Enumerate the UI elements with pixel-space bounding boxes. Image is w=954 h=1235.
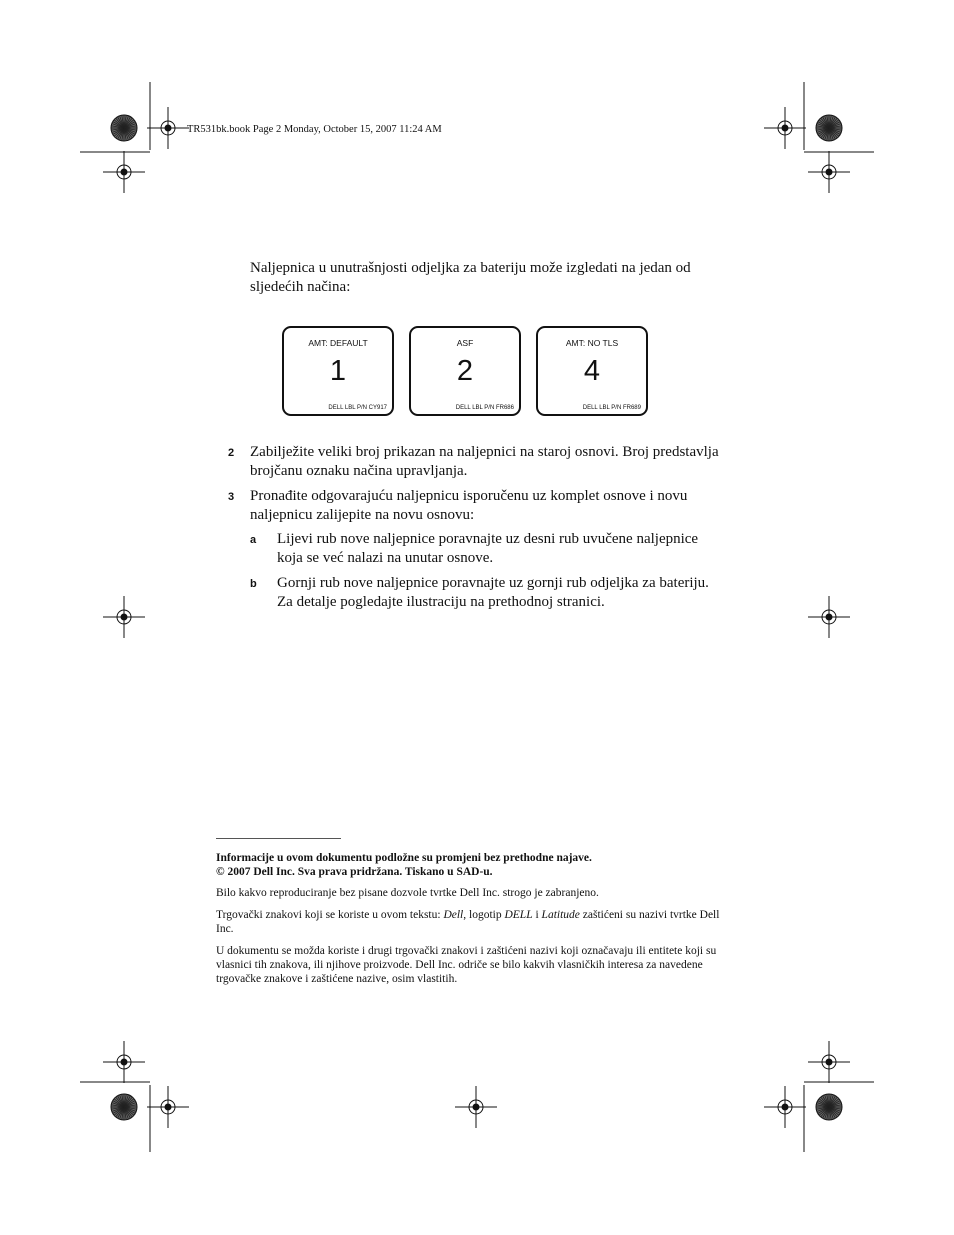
other-trademarks-notice: U dokumentu se možda koriste i drugi trgovački znakovi i zaštićeni nazivi koji označavaju ili entitete koji su vlasnici tih znakova, ili njihove proizvode. Dell Inc. odriče se bilo kakvih vlasničkih interesa za navedene trgovačke znakove i zaštićene nazive, osim vlastitih. [216,945,717,985]
trademark-text: Trgovački znakovi koji se koriste u ovom tekstu: [216,909,444,921]
trademark-notice [216,908,721,936]
step-number: 2 [228,447,235,459]
label-title: AMT: NO TLS [565,338,619,348]
label-number: 2 [456,355,474,387]
label-part-number: DELL LBL P/N CY917 [328,405,387,411]
trademark-text: i [532,909,542,921]
reproduction-notice: Bilo kakvo reproduciranje bez pisane dozvole tvrtke Dell Inc. strogo je zabranjeno. [216,887,599,899]
notice-line: Informacije u ovom dokumentu podložne su promjeni bez prethodne najave. [216,852,592,864]
label-number: 1 [329,355,347,387]
label-card-4 [536,326,648,416]
label-part-number: DELL LBL P/N FR689 [582,405,641,411]
trademark-text: , logotip [463,909,505,921]
copyright-line: © 2007 Dell Inc. Sva prava pridržana. Tiskano u SAD-u. [216,866,493,878]
label-title: AMT: DEFAULT [308,338,368,348]
label-card-2 [409,326,521,416]
trademark-dell-logo: DELL [504,909,533,921]
label-card-1 [282,326,394,416]
legal-notice [216,851,721,879]
file-info-header: TR531bk.book Page 2 Monday, October 15, 2007 11:24 AM [187,124,442,135]
label-number: 4 [583,355,601,387]
trademark-text: zaštićeni su nazivi tvrtke Dell Inc. [216,909,720,935]
label-part-number: DELL LBL P/N FR686 [455,405,514,411]
label-title: ASF [456,338,474,348]
step-text: Pronađite odgovarajuću naljepnicu isporučenu uz komplet osnove i novu naljepnicu zalijepite na novu osnovu: [250,488,688,523]
footnote-divider [216,838,341,839]
substep-text: Lijevi rub nove naljepnice poravnajte uz desni rub uvučene naljepnice koja se već nalazi na unutar osnove. [277,531,699,566]
step-number: 3 [228,491,235,503]
substep-letter: b [250,578,257,590]
trademark-dell: Dell [443,909,464,921]
step-text: Zabilježite veliki broj prikazan na naljepnici na staroj osnovi. Broj predstavlja brojčanu oznaku načina upravljanja. [250,444,719,479]
substep-letter: a [250,534,257,546]
substep-text: Gornji rub nove naljepnice poravnajte uz gornji rub odjeljka za bateriju. Za detalje pogledajte ilustraciju na prethodnoj stranici. [277,575,709,610]
intro-paragraph: Naljepnica u unutrašnjosti odjeljka za bateriju može izgledati na jedan od sljedećih načina: [250,260,691,295]
trademark-latitude: Latitude [541,909,580,921]
